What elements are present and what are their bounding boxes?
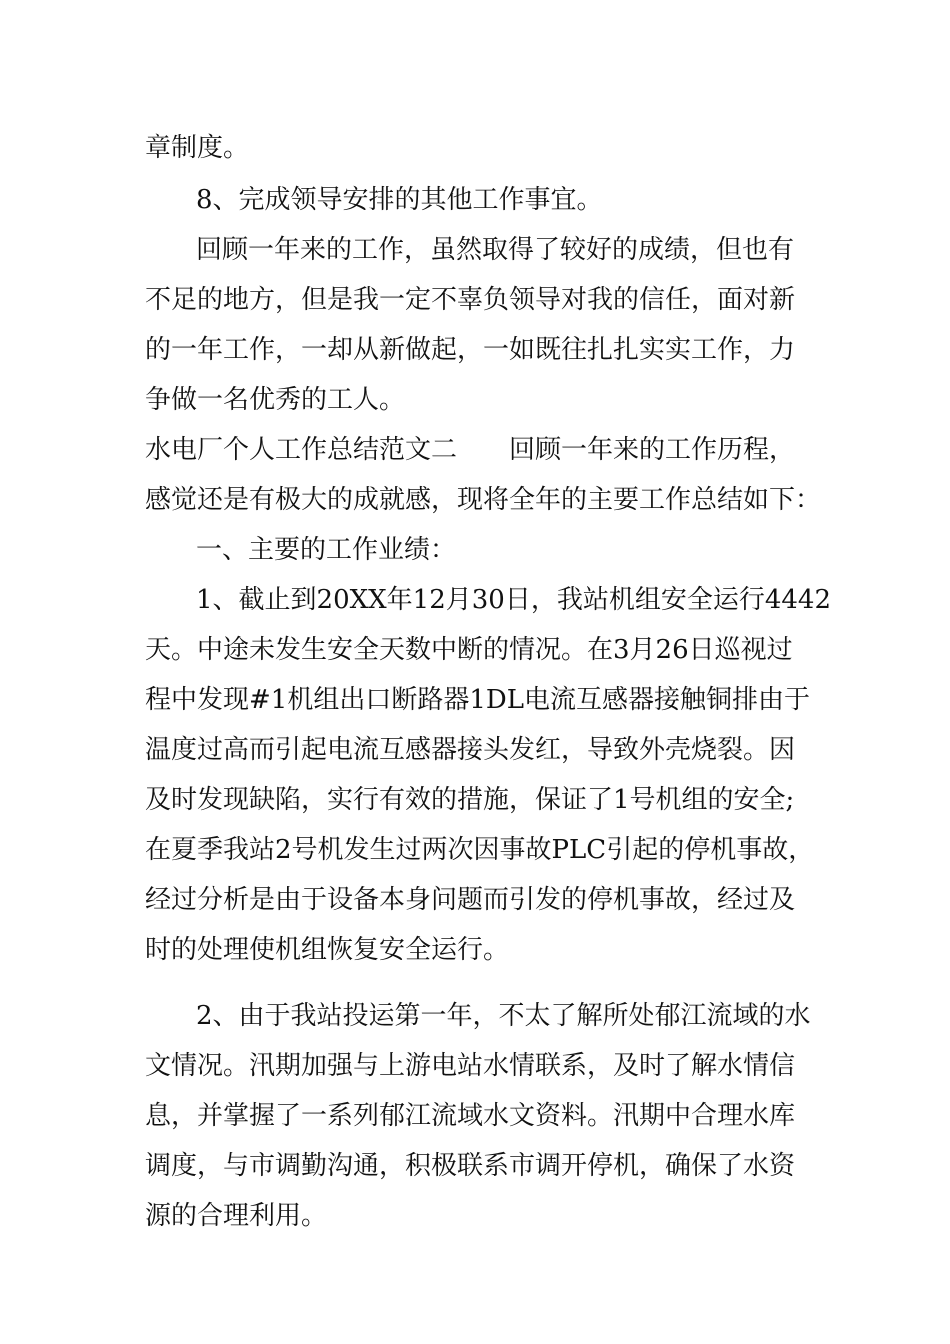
text-line: 章制度。 <box>145 133 250 163</box>
paragraph-line: 及时发现缺陷，实行有效的措施，保证了1号机组的安全; <box>145 785 795 815</box>
paragraph-line: 源的合理利用。 <box>145 1201 328 1231</box>
section-heading: 一、主要的工作业绩： <box>196 535 457 565</box>
paragraph-line: 在夏季我站2号机发生过两次因事故PLC引起的停机事故， <box>145 835 815 865</box>
paragraph-line: 的一年工作，一却从新做起，一如既往扎扎实实工作，力 <box>145 335 796 365</box>
paragraph-line: 天。中途未发生安全天数中断的情况。在3月26日巡视过 <box>145 635 793 665</box>
paragraph-line: 争做一名优秀的工人。 <box>145 385 406 415</box>
paragraph-line: 调度，与市调勤沟通，积极联系市调开停机，确保了水资 <box>145 1151 796 1181</box>
paragraph-line: 回顾一年来的工作，虽然取得了较好的成绩，但也有 <box>196 235 795 265</box>
paragraph-line: 文情况。汛期加强与上游电站水情联系，及时了解水情信 <box>145 1051 796 1081</box>
paragraph-line: 程中发现#1机组出口断路器1DL电流互感器接触铜排由于 <box>145 685 810 715</box>
paragraph-line: 温度过高而引起电流互感器接头发红，导致外壳烧裂。因 <box>145 735 796 765</box>
paragraph-line: 2、由于我站投运第一年，不太了解所处郁江流域的水 <box>196 1001 811 1031</box>
paragraph-line: 1、截止到20XX年12月30日，我站机组安全运行4442 <box>196 585 831 615</box>
section-title-line: 水电厂个人工作总结范文二 回顾一年来的工作历程， <box>145 435 796 465</box>
paragraph-line: 感觉还是有极大的成就感，现将全年的主要工作总结如下： <box>145 485 822 515</box>
list-item-8: 8、完成领导安排的其他工作事宜。 <box>196 185 603 215</box>
paragraph-line: 时的处理使机组恢复安全运行。 <box>145 935 510 965</box>
paragraph-line: 息，并掌握了一系列郁江流域水文资料。汛期中合理水库 <box>145 1101 796 1131</box>
paragraph-line: 经过分析是由于设备本身问题而引发的停机事故，经过及 <box>145 885 796 915</box>
paragraph-line: 不足的地方，但是我一定不辜负领导对我的信任，面对新 <box>145 285 796 315</box>
